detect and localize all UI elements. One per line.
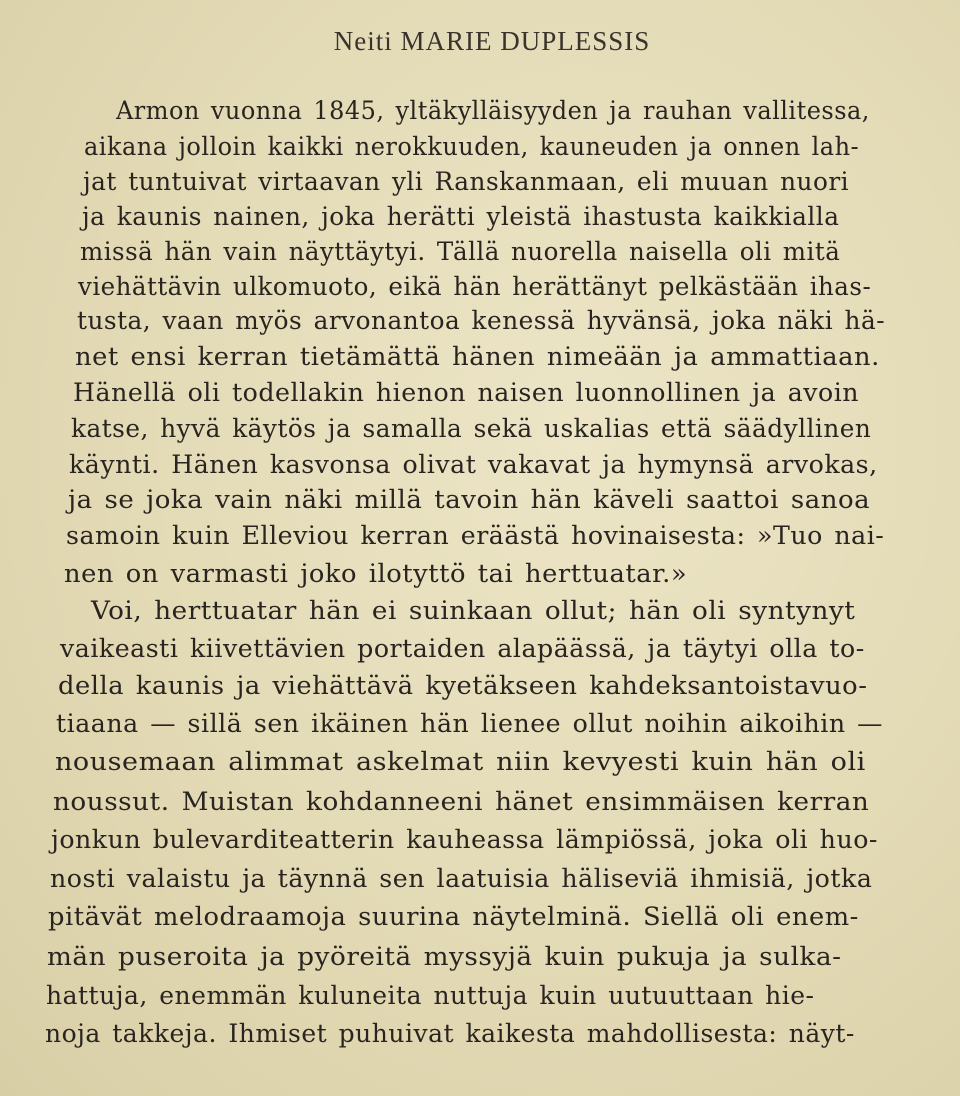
text-line: samoin kuin Elleviou kerran eräästä hovinaisesta: »Tuo nai-	[66, 521, 885, 550]
running-head-title: Neiti MARIE DUPLESSIS	[333, 26, 651, 56]
text-line: käynti. Hänen kasvonsa olivat vakavat ja hymynsä arvokas,	[69, 450, 878, 479]
text-line: jonkun bulevarditeatterin kauheassa lämpiössä, joka oli huo-	[51, 825, 878, 854]
text-line: ja se joka vain näki millä tavoin hän käveli saattoi sanoa	[68, 485, 871, 514]
text-line: katse, hyvä käytös ja samalla sekä uskalias että säädyllinen	[71, 414, 872, 443]
text-line: pitävät melodraamoja suurina näytelminä. Siellä oli enem-	[48, 902, 859, 931]
text-line: Voi, herttuatar hän ei suinkaan ollut; hän oli syntynyt	[91, 596, 856, 625]
text-line: ja kaunis nainen, joka herätti yleistä ihastusta kaikkialla	[82, 202, 840, 231]
text-line: nen on varmasti joko ilotyttö tai herttuatar.»	[64, 559, 688, 588]
text-line: della kaunis ja viehättävä kyetäkseen kahdeksantoistavuo-	[58, 671, 868, 700]
text-line: nosti valaistu ja täynnä sen laatuisia häliseviä ihmisiä, jotka	[50, 864, 873, 893]
text-line: noussut. Muistan kohdanneeni hänet ensimmäisen kerran	[53, 787, 870, 816]
text-line: vaikeasti kiivettävien portaiden alapäässä, ja täytyi olla to-	[60, 634, 865, 663]
text-line: viehättävin ulkomuoto, eikä hän herättänyt pelkästään ihas-	[78, 272, 872, 301]
text-line: net ensi kerran tietämättä hänen nimeään ja ammattiaan.	[75, 342, 880, 371]
text-line: nousemaan alimmat askelmat niin kevyesti kuin hän oli	[55, 747, 866, 776]
text-line: Armon vuonna 1845, yltäkylläisyyden ja rauhan vallitessa,	[116, 96, 870, 125]
text-line: Hänellä oli todellakin hienon naisen luonnollinen ja avoin	[73, 378, 860, 407]
text-line: aikana jolloin kaikki nerokkuuden, kauneuden ja onnen lah-	[84, 132, 860, 161]
text-line: män puseroita ja pyöreitä myssyjä kuin pukuja ja sulka-	[47, 942, 842, 971]
text-line: noja takkeja. Ihmiset puhuivat kaikesta mahdollisesta: näyt-	[45, 1019, 855, 1048]
text-line: missä hän vain näyttäytyi. Tällä nuorella naisella oli mitä	[80, 237, 841, 266]
text-line: tiaana — sillä sen ikäinen hän lienee ollut noihin aikoihin —	[56, 709, 883, 738]
text-line: hattuja, enemmän kuluneita nuttuja kuin uutuuttaan hie-	[46, 981, 815, 1010]
text-line: tusta, vaan myös arvonantoa kenessä hyvänsä, joka näki hä-	[77, 306, 886, 335]
text-line: jat tuntuivat virtaavan yli Ranskanmaan, eli muuan nuori	[83, 167, 850, 196]
